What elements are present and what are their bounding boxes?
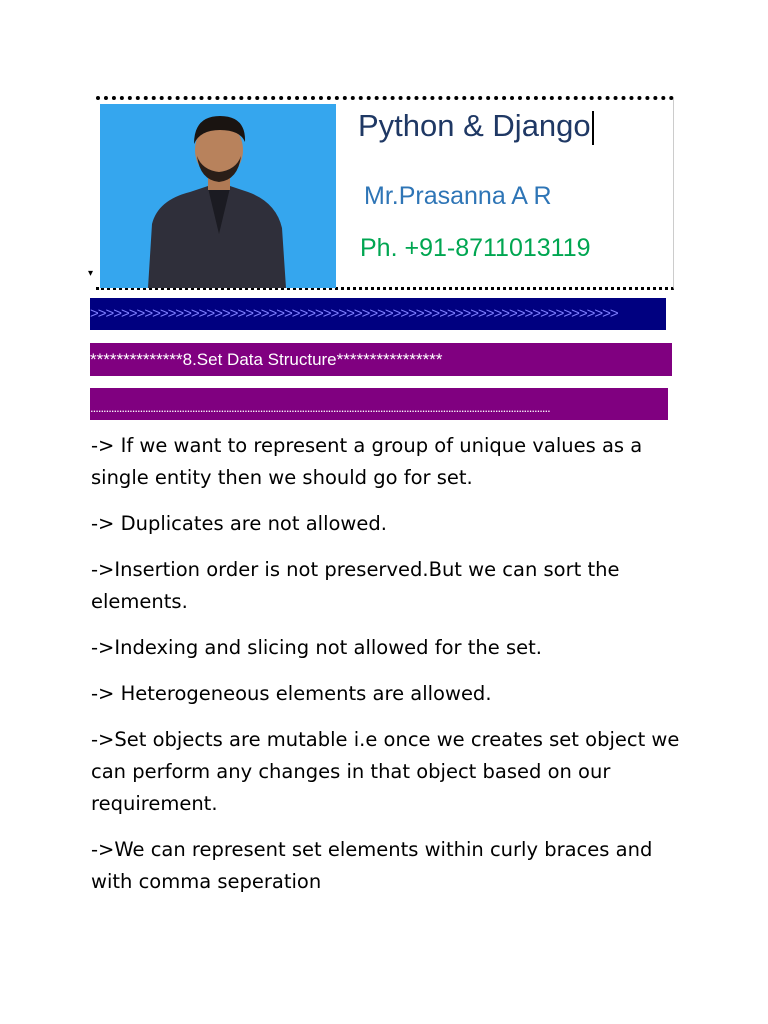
dot-band: ................................................................................................................................................................................ [90, 388, 668, 420]
arrow-band: >>>>>>>>>>>>>>>>>>>>>>>>>>>>>>>>>>>>>>>>>>>>>>>>>>>>>>>>>>>>>>>>>>>> [90, 298, 666, 330]
text-cursor [592, 111, 594, 145]
phone-number: Ph. +91-8711013119 [360, 234, 591, 262]
tick-mark: ▾ [88, 268, 94, 279]
instructor-name: Mr.Prasanna A R [364, 182, 552, 210]
profile-photo [100, 104, 336, 288]
person-illustration [100, 104, 336, 288]
point-paragraph: ->Insertion order is not preserved.But we can sort the elements. [91, 558, 620, 613]
point-paragraph: -> If we want to represent a group of unique values as a single entity then we should go for set. [91, 434, 643, 489]
content-body [91, 430, 691, 912]
point-paragraph: ->Set objects are mutable i.e once we creates set object we can perform any changes in that object based on our requirement. [91, 728, 680, 815]
point-paragraph: -> Heterogeneous elements are allowed. [91, 682, 492, 705]
point-paragraph: -> Duplicates are not allowed. [91, 512, 387, 535]
point-paragraph: ->Indexing and slicing not allowed for the set. [91, 636, 542, 659]
point-paragraph: ->We can represent set elements within curly braces and with comma seperation [91, 838, 653, 893]
section-title-band: **************8.Set Data Structure**************** [90, 343, 672, 376]
header-card [96, 96, 674, 290]
course-title: Python & Django [358, 108, 594, 145]
